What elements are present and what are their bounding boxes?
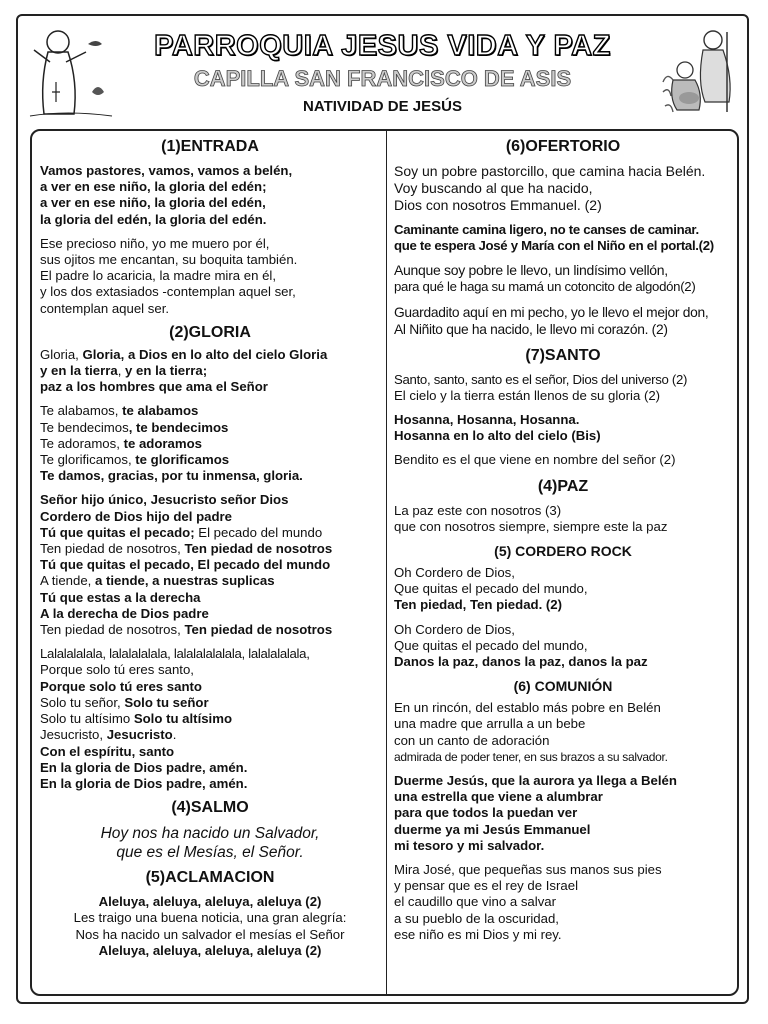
- gloria-text: Gloria, a Dios en lo alto del cielo Gloria: [82, 346, 328, 362]
- left-column: [40, 135, 380, 959]
- section-title-santo: (7)SANTO: [525, 346, 601, 364]
- column-divider: [386, 131, 387, 994]
- entrada-line: a ver en ese niño, la gloria del edén;: [40, 179, 267, 195]
- section-title-comunion: (6) COMUNIÓN: [513, 678, 613, 695]
- ofertorio-line: Voy buscando al que ha nacido,: [394, 180, 593, 196]
- salmo-line: que es el Mesías, el Señor.: [116, 844, 304, 862]
- ofertorio-line: Dios con nosotros Emmanuel. (2): [394, 197, 602, 213]
- gloria-line: [40, 573, 380, 589]
- gloria-text: y en la tierra: [40, 363, 118, 379]
- gloria-text: A tiende,: [40, 573, 95, 589]
- gloria-text: Solo tu señor: [124, 694, 209, 710]
- comunion-line: para que todos la puedan ver: [394, 805, 578, 821]
- gloria-text: Tú que quitas el pecado;: [40, 524, 199, 540]
- entrada-line: a ver en ese niño, la gloria del edén,: [40, 195, 266, 211]
- gloria-text: Solo tu señor,: [40, 694, 125, 710]
- gloria-text: Solo tu altísimo: [133, 711, 233, 727]
- gloria-line: En la gloria de Dios padre, amén.: [40, 759, 248, 775]
- gloria-text: Te glorificamos,: [40, 452, 136, 468]
- gloria-text: Gloria,: [40, 346, 83, 362]
- gloria-line: Tú que estas a la derecha: [40, 589, 201, 605]
- entrada-line: sus ojitos me encantan, su boquita también.: [40, 252, 298, 268]
- gloria-text: Ten piedad de nosotros: [184, 622, 333, 638]
- cordero-line: Danos la paz, danos la paz, danos la paz: [394, 654, 648, 670]
- entrada-line: contemplan aquel ser.: [40, 300, 170, 316]
- comunion-line: ese niño es mi Dios y mi rey.: [394, 926, 562, 942]
- header: [18, 16, 747, 124]
- gloria-text: , te bendecimos: [128, 419, 229, 435]
- comunion-line: una estrella que viene a alumbrar: [394, 789, 603, 805]
- gloria-line: Lalalalalala, lalalalalala, lalalalalalala, lalalalalala,: [40, 646, 310, 662]
- comunion-line: y pensar que es el rey de Israel: [394, 878, 578, 894]
- section-title-ofertorio: (6)OFERTORIO: [505, 138, 621, 155]
- gloria-text: y en la tierra;: [125, 363, 208, 379]
- ofertorio-line: para qué le haga su mamá un cotoncito de algodón(2): [394, 279, 696, 295]
- aclamacion-line: Nos ha nacido un salvador el mesías el Señor: [75, 926, 345, 942]
- santo-line: Hosanna en lo alto del cielo (Bis): [394, 428, 601, 444]
- cordero-line: Oh Cordero de Dios,: [394, 621, 515, 637]
- gloria-line: Tú que quitas el pecado, El pecado del mundo: [40, 557, 331, 573]
- section-title-entrada: (1)ENTRADA: [161, 138, 259, 155]
- songsheet-page: [16, 14, 749, 1004]
- comunion-line: a su pueblo de la oscuridad,: [394, 910, 559, 926]
- gloria-line: [40, 403, 380, 419]
- aclamacion-line: Aleluya, aleluya, aleluya, aleluya (2): [98, 894, 322, 910]
- right-column: [394, 135, 732, 943]
- cordero-line: Que quitas el pecado del mundo,: [394, 637, 588, 653]
- nativity-illustration: [659, 22, 739, 122]
- comunion-line: En un rincón, del establo más pobre en Belén: [394, 700, 661, 716]
- ofertorio-line: Guardadito aquí en mi pecho, yo le llevo el mejor don,: [394, 304, 709, 320]
- gloria-text: Ten piedad de nosotros,: [40, 622, 185, 638]
- gloria-text: Te bendecimos: [40, 419, 129, 435]
- gloria-text: ,: [117, 363, 126, 379]
- gloria-line: Con el espíritu, santo: [40, 743, 175, 759]
- parish-title: PARROQUIA JESUS VIDA Y PAZ: [154, 30, 611, 62]
- paz-line: La paz este con nosotros (3): [394, 502, 562, 518]
- aclamacion-line: Aleluya, aleluya, aleluya, aleluya (2): [98, 942, 322, 958]
- cordero-line: Oh Cordero de Dios,: [394, 565, 515, 581]
- gloria-line: [40, 541, 380, 557]
- santo-line: Bendito es el que viene en nombre del señor (2): [394, 452, 676, 468]
- gloria-line: Señor hijo único, Jesucristo señor Dios: [40, 492, 289, 508]
- gloria-line: [40, 695, 380, 711]
- gloria-line: Porque solo tú eres santo: [40, 678, 202, 694]
- entrada-line: y los dos extasiados -contemplan aquel ser,: [40, 284, 296, 300]
- gloria-line: [40, 727, 380, 743]
- section-title-salmo: (4)SALMO: [171, 799, 249, 817]
- comunion-line: con un canto de adoración: [394, 732, 550, 748]
- paz-line: que con nosotros siempre, siempre este la paz: [394, 518, 668, 534]
- entrada-line: Vamos pastores, vamos, vamos a belén,: [40, 163, 293, 178]
- gloria-line: Cordero de Dios hijo del padre: [40, 508, 232, 524]
- santo-line: El cielo y la tierra están llenos de su gloria (2): [394, 387, 661, 403]
- gloria-line: Porque solo tú eres santo,: [40, 662, 194, 678]
- entrada-line: El padre lo acaricia, la madre mira en él,: [40, 268, 277, 284]
- gloria-line: [40, 452, 380, 468]
- entrada-line: la gloria del edén, la gloria del edén.: [40, 211, 267, 227]
- comunion-line: el caudillo que vino a salvar: [394, 894, 557, 910]
- section-title-aclamacion: (5)ACLAMACION: [145, 869, 275, 887]
- comunion-line: Mira José, que pequeñas sus manos sus pies: [394, 862, 662, 878]
- gloria-text: Solo tu altísimo: [40, 711, 134, 727]
- gloria-line: [40, 525, 380, 541]
- ofertorio-line: que te espera José y María con el Niño en el portal.(2): [394, 238, 714, 254]
- gloria-text: te glorificamos: [135, 452, 230, 468]
- gloria-line: [40, 436, 380, 452]
- chapel-subtitle: CAPILLA SAN FRANCISCO DE ASIS: [193, 66, 572, 91]
- salmo-line: Hoy nos ha nacido un Salvador,: [100, 825, 320, 843]
- gloria-text: Te adoramos,: [40, 435, 124, 451]
- gloria-line: Te damos, gracias, por tu inmensa, gloria.: [40, 468, 303, 484]
- cordero-line: Ten piedad, Ten piedad. (2): [394, 597, 563, 613]
- gloria-text: Te alabamos,: [40, 403, 123, 419]
- section-title-cordero: (5) CORDERO ROCK: [494, 543, 632, 560]
- gloria-line: [40, 711, 380, 727]
- santo-line: Hosanna, Hosanna, Hosanna.: [394, 412, 580, 428]
- ofertorio-line: Al Niñito que ha nacido, le llevo mi corazón. (2): [394, 321, 668, 337]
- comunion-line: admirada de poder tener, en sus brazos a su salvador.: [394, 749, 668, 764]
- gloria-text: a tiende, a nuestras suplicas: [95, 573, 275, 589]
- comunion-line: una madre que arrulla a un bebe: [394, 716, 586, 732]
- comunion-line: Duerme Jesús, que la aurora ya llega a Belén: [394, 773, 677, 789]
- santo-line: Santo, santo, santo es el señor, Dios del universo (2): [394, 371, 688, 387]
- comunion-line: duerme ya mi Jesús Emmanuel: [394, 821, 591, 837]
- ofertorio-line: Caminante camina ligero, no te canses de caminar.: [394, 222, 699, 237]
- section-title-gloria: (2)GLORIA: [169, 323, 251, 341]
- gloria-text: te adoramos: [123, 435, 202, 451]
- gloria-line: [40, 420, 380, 436]
- gloria-text: El pecado del mundo: [198, 524, 323, 540]
- event-title: NATIVIDAD DE JESÚS: [303, 98, 462, 115]
- ofertorio-line: Soy un pobre pastorcillo, que camina hacia Belén.: [394, 163, 706, 179]
- gloria-line: [40, 347, 380, 363]
- comunion-line: mi tesoro y mi salvador.: [394, 837, 545, 853]
- gloria-line: [40, 363, 380, 379]
- cordero-line: Que quitas el pecado del mundo,: [394, 581, 588, 597]
- gloria-line: [40, 622, 380, 638]
- gloria-line: A la derecha de Dios padre: [40, 605, 209, 621]
- entrada-line: Ese precioso niño, yo me muero por él,: [40, 235, 270, 251]
- gloria-text: Jesucristo,: [40, 727, 107, 743]
- gloria-line: En la gloria de Dios padre, amén.: [40, 775, 248, 791]
- aclamacion-line: Les traigo una buena noticia, una gran alegría:: [73, 910, 347, 926]
- gloria-line: paz a los hombres que ama el Señor: [40, 379, 268, 395]
- section-title-paz: (4)PAZ: [537, 477, 589, 495]
- gloria-text: Ten piedad de nosotros: [184, 541, 333, 557]
- gloria-text: .: [172, 727, 177, 743]
- ofertorio-line: Aunque soy pobre le llevo, un lindísimo vellón,: [394, 262, 668, 279]
- gloria-text: Ten piedad de nosotros,: [40, 541, 185, 557]
- songs-box: [30, 129, 739, 996]
- gloria-text: te alabamos: [122, 403, 199, 419]
- gloria-text: Jesucristo: [106, 727, 173, 743]
